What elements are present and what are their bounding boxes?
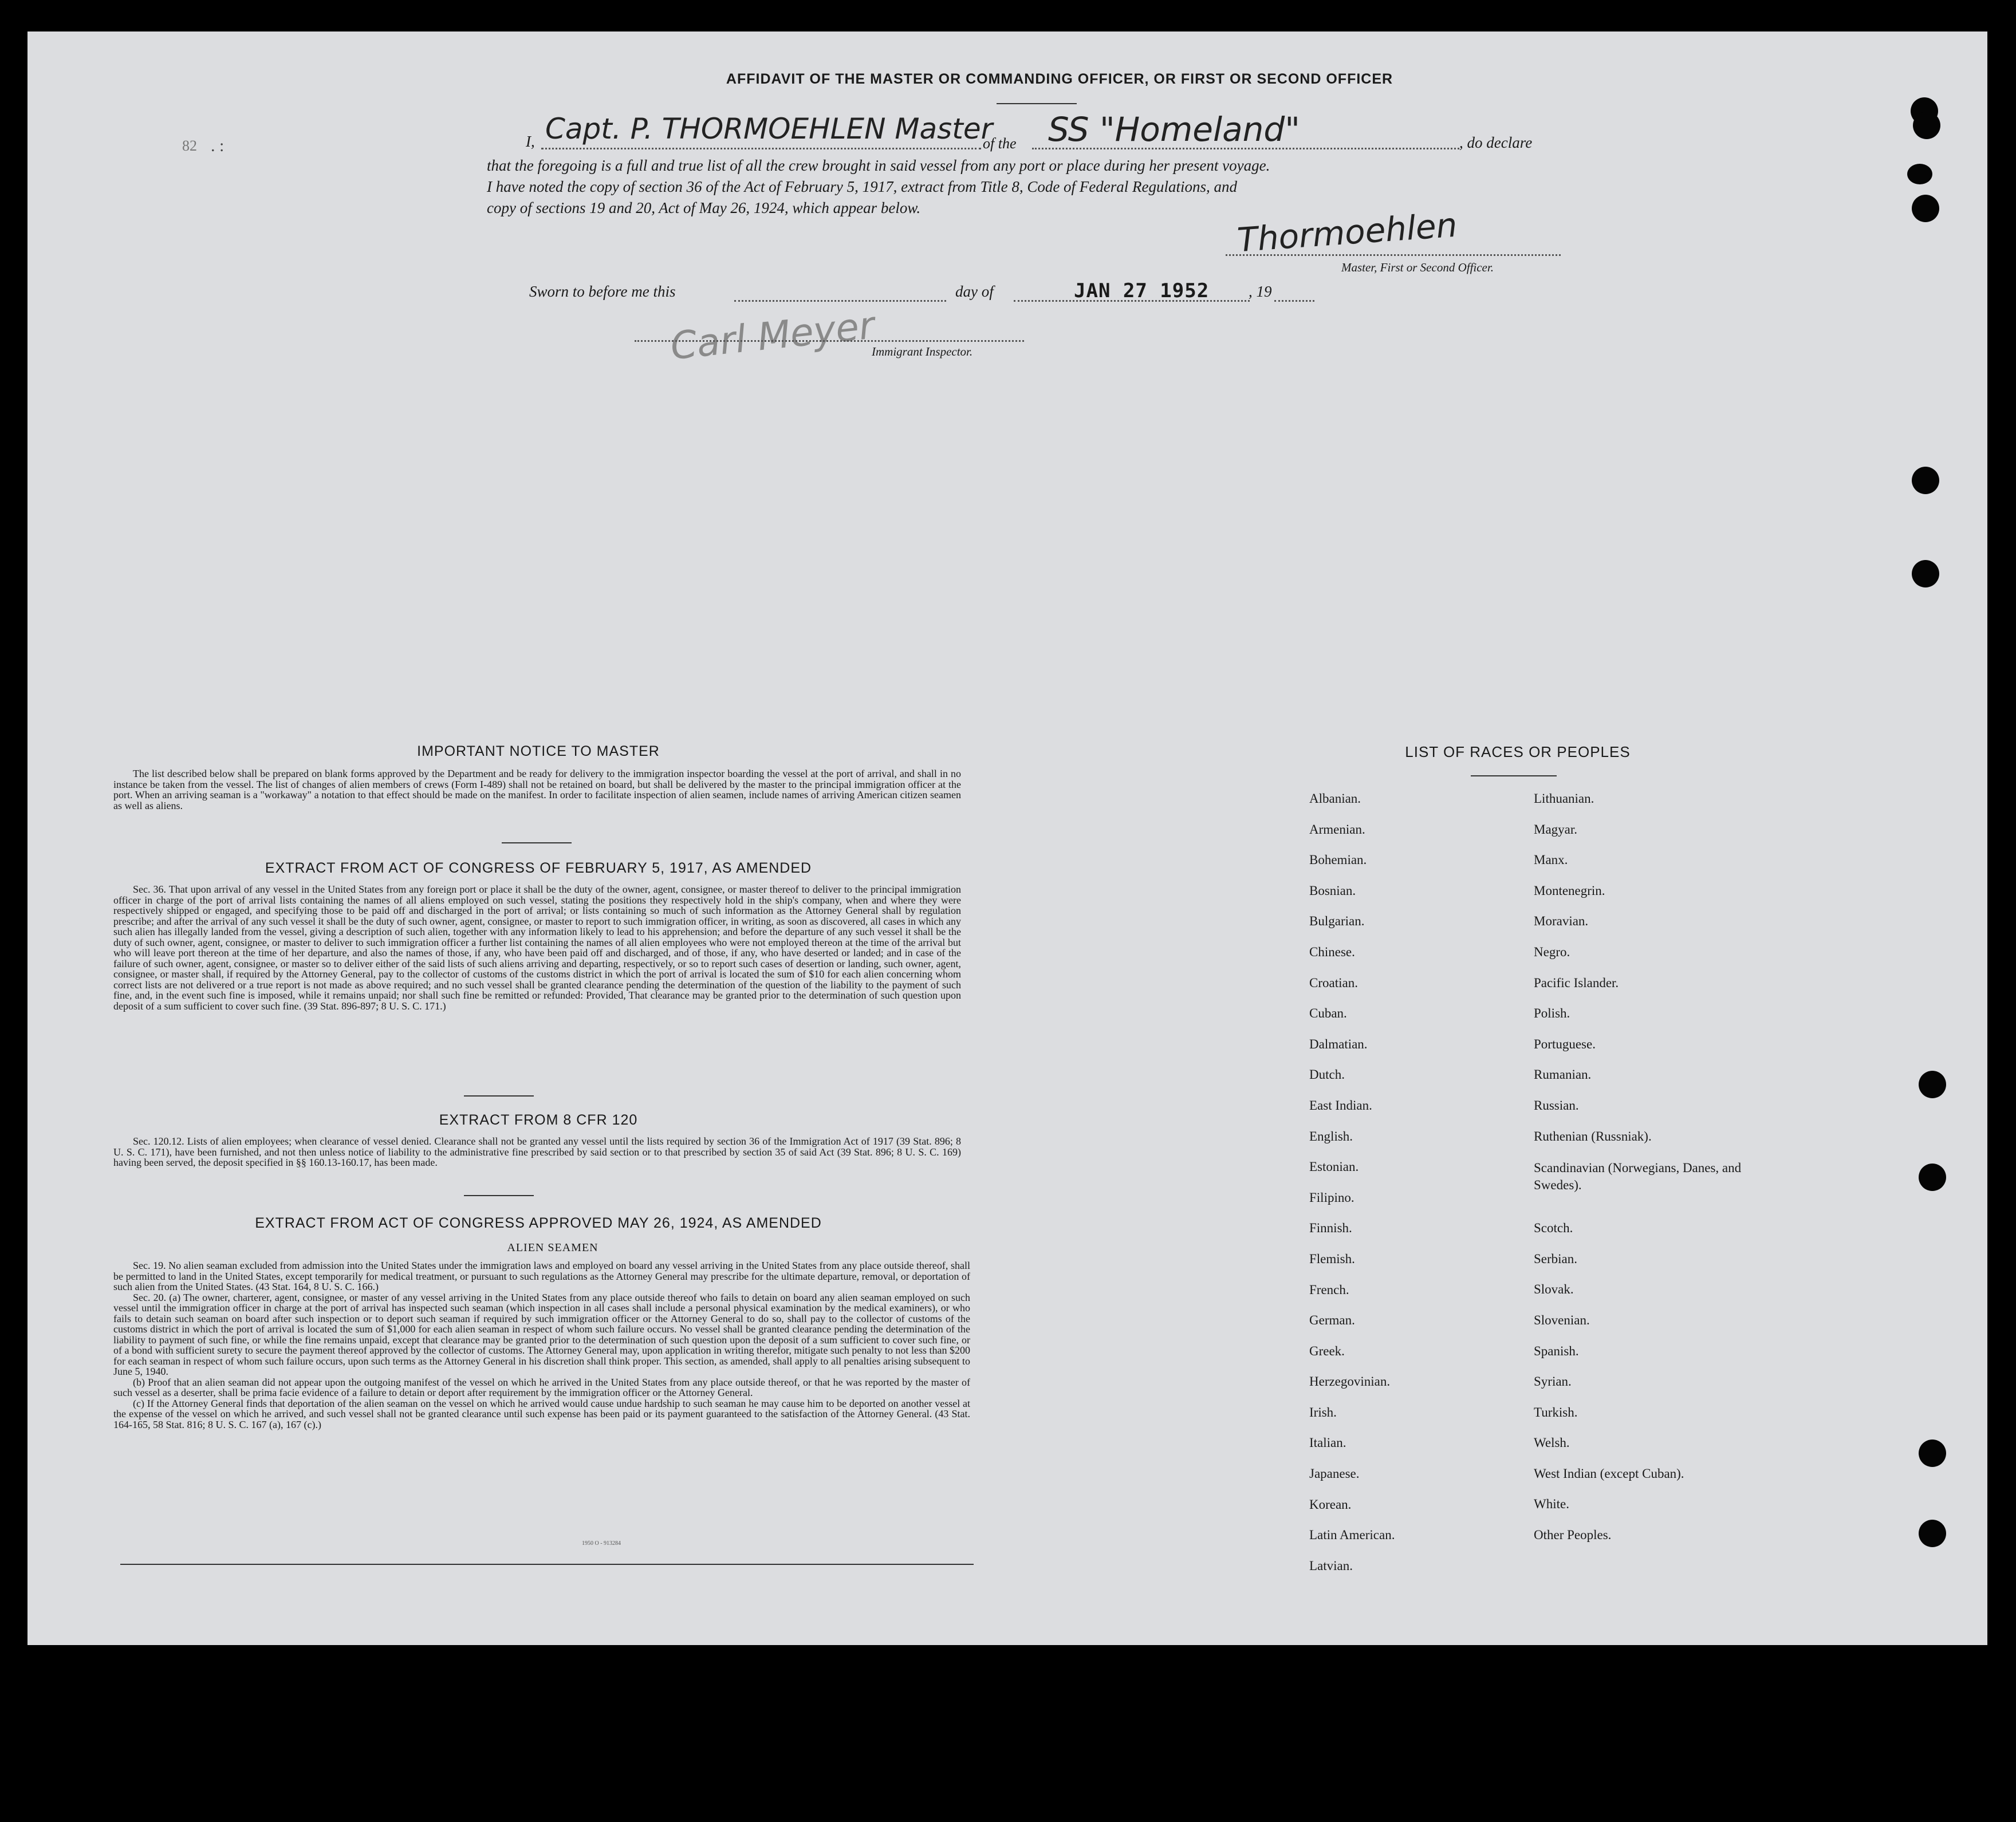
- i-prefix: I,: [526, 133, 535, 150]
- race-item: Scotch.: [1534, 1221, 1573, 1236]
- section-36-paragraph: Sec. 36. That upon arrival of any vessel in the United States from any foreign port or place it shall be the duty of the owner, agent, consignee, or master thereof to deliver to the principal immigration officer in charge of the port of arrival lists containing the names of all aliens employed on such vessel, stating the positions they respectively hold in the ship's company, when and where they were respectively shipped or engaged, and specifying those to be paid off and discharged in the port of arrival; or lists containing so much of such information as the Attorney General shall by regulation prescribe; and after the arrival of any such vessel it shall be the duty of such owner, agent, consignee, or master to report to such immigration officer, in writing, as soon as discovered, all cases in which any such alien has illegally landed from the vessel, giving a description of such alien, together with any information likely to lead to his apprehension; and before the departure of any such vessel it shall be the duty of such owner, agent, consignee, or master to deliver to such immigration officer a further list containing the names of all alien employees who were not employed thereon at the time of the arrival but who will leave port thereon at the time of her departure, and also the names of those, if any, who have been paid off and discharged, and of those, if any, who have deserted or landed; and in case of the failure of such owner, agent, consignee, or master so to deliver either of the said lists of such aliens arriving and departing, respectively, or so to report such cases of desertion or landing, such owner, agent, consignee, or master shall, if required by the Attorney General, pay to the collector of customs of the customs district in which the port of arrival is located the sum of $10 for each alien concerning whom correct lists are not delivered or a true report is not made as above required; and no such vessel shall be granted clearance pending the determination of the question of the liability to the payment of such fine, and, in the event such fine is imposed, while it remains unpaid; nor shall such fine be remitted or refunded: Provided, That clearance may be granted prior to the determination of such question upon deposit of a sum sufficient to cover such fine. (39 Stat. 896-897; 8 U. S. C. 171.): [113, 884, 961, 1012]
- race-item: Filipino.: [1309, 1190, 1354, 1205]
- print-code: 1950 O - 913284: [581, 1540, 621, 1547]
- race-item: Greek.: [1309, 1343, 1345, 1358]
- races-title: LIST OF RACES OR PEOPLES: [1405, 743, 1631, 760]
- affidavit-body-line-3: copy of sections 19 and 20, Act of May 26, 1924, which appear below.: [487, 199, 921, 216]
- race-item: Korean.: [1309, 1497, 1352, 1512]
- race-item: Moravian.: [1534, 914, 1589, 929]
- race-item: Japanese.: [1309, 1466, 1360, 1481]
- sworn-day-line: [734, 281, 946, 302]
- extract-1917-text: [113, 884, 961, 1011]
- affidavit-body-line-2: I have noted the copy of section 36 of the Act of February 5, 1917, extract from Title 8, Code of Federal Regulations, and: [487, 178, 1238, 195]
- corner-dots: . :: [211, 136, 225, 155]
- notice-paragraph: The list described below shall be prepared on blank forms approved by the Department and be ready for delivery to the immigration inspector boarding the vessel at the port of arrival, and shall in no instance be taken from the vessel. The list of changes of alien members of crews (Form I-489) shall not be retained on board, but shall be delivered by the master to the principal immigration officer at the port. When an arriving seaman is a "workaway" a notation to that effect should be made on the manifest. In order to facilitate inspection of alien seamen, include names of arriving American citizen seamen as well as aliens.: [113, 768, 961, 811]
- race-item: Italian.: [1309, 1435, 1346, 1450]
- extract-1917-title: EXTRACT FROM ACT OF CONGRESS OF FEBRUARY 5, 1917, AS AMENDED: [265, 860, 812, 876]
- race-item: Latin American.: [1309, 1528, 1395, 1543]
- race-item: Lithuanian.: [1534, 791, 1594, 806]
- corner-mark: 82: [182, 137, 197, 154]
- race-item: Estonian.: [1309, 1160, 1359, 1174]
- inspector-signature: Carl Meyer: [668, 303, 877, 369]
- race-item: Spanish.: [1534, 1343, 1579, 1358]
- sworn-label: Sworn to before me this: [529, 283, 676, 300]
- extract-1924-subtitle: ALIEN SEAMEN: [507, 1241, 598, 1254]
- master-signature: Thormoehlen: [1236, 205, 1459, 260]
- race-item: Manx.: [1534, 853, 1568, 867]
- race-item: Chinese.: [1309, 944, 1355, 959]
- race-item: Flemish.: [1309, 1251, 1355, 1266]
- notice-text: [113, 768, 961, 811]
- master-caption: Master, First or Second Officer.: [1341, 261, 1494, 274]
- punch-hole: [1912, 560, 1939, 587]
- race-item: Scandinavian (Norwegians, Danes, and Swedes).: [1534, 1161, 1742, 1193]
- punch-hole: [1919, 1164, 1946, 1191]
- race-item: Croatian.: [1309, 975, 1358, 990]
- race-item: Montenegrin.: [1534, 883, 1605, 898]
- punch-hole: [1912, 467, 1939, 494]
- race-item: Serbian.: [1534, 1251, 1578, 1266]
- do-declare: , do declare: [1459, 134, 1533, 151]
- race-item: White.: [1534, 1497, 1569, 1512]
- race-item: Pacific Islander.: [1534, 975, 1619, 990]
- race-item: Cuban.: [1309, 1006, 1347, 1021]
- race-item: Other Peoples.: [1534, 1528, 1612, 1543]
- race-item: Syrian.: [1534, 1374, 1572, 1389]
- affidavit-title: AFFIDAVIT OF THE MASTER OR COMMANDING OFFICER, OR FIRST OR SECOND OFFICER: [726, 71, 1393, 87]
- title-rule: [997, 103, 1077, 104]
- punch-hole: [1913, 112, 1940, 139]
- race-item: Welsh.: [1534, 1435, 1570, 1450]
- race-item: Slovenian.: [1534, 1312, 1590, 1327]
- race-item: West Indian (except Cuban).: [1534, 1466, 1684, 1481]
- race-item: Finnish.: [1309, 1221, 1352, 1236]
- race-item: Irish.: [1309, 1405, 1337, 1419]
- race-item: Portuguese.: [1534, 1036, 1596, 1051]
- race-item: Latvian.: [1309, 1558, 1353, 1573]
- races-right-column: [1534, 791, 1774, 1559]
- section-19-paragraph: Sec. 19. No alien seaman excluded from admission into the United States under the immigration laws and employed on board any vessel arriving in the United States from any place outside thereof, shall be permitted to land in the United States, except temporarily for medical treatment, or pursuant to such regulations as the Attorney General may prescribe for the ultimate departure, removal, or deportation of such alien from the United States. (43 Stat. 164, 8 U. S. C. 166.): [113, 1260, 970, 1292]
- punch-hole: [1919, 1440, 1946, 1467]
- race-item: Armenian.: [1309, 822, 1365, 837]
- stamped-date: JAN 27 1952: [1074, 279, 1210, 302]
- extract-cfr-text: [113, 1136, 961, 1168]
- extract-1924-title: EXTRACT FROM ACT OF CONGRESS APPROVED MAY 26, 1924, AS AMENDED: [255, 1215, 822, 1231]
- extract-cfr-title: EXTRACT FROM 8 CFR 120: [439, 1112, 638, 1128]
- day-of-label: day of: [955, 283, 994, 300]
- race-item: Russian.: [1534, 1098, 1579, 1113]
- section-rule: [464, 1095, 534, 1097]
- race-item: Dalmatian.: [1309, 1036, 1368, 1051]
- section-120-paragraph: Sec. 120.12. Lists of alien employees; when clearance of vessel denied. Clearance shall not be granted any vessel until the lists required by section 36 of the Immigration Act of 1917 (39 Stat. 896; 8 U. S. C. 171), have been furnished, and not then unless notice of liability to the administrative fine prescribed by said section or to that prescribed by section 35 of said Act (39 Stat. 896; 8 U. S. C. 169) having been served, the deposit specified in §§ 160.13-160.17, has been made.: [113, 1135, 961, 1168]
- race-item: Turkish.: [1534, 1405, 1578, 1419]
- race-item: Ruthenian (Russniak).: [1534, 1129, 1652, 1143]
- races-title-rule: [1471, 775, 1557, 776]
- race-item: Slovak.: [1534, 1282, 1574, 1297]
- race-item: Rumanian.: [1534, 1067, 1592, 1082]
- race-item: French.: [1309, 1282, 1349, 1297]
- vessel-name-handwritten: SS "Homeland": [1048, 110, 1300, 149]
- inspector-caption: Immigrant Inspector.: [872, 345, 973, 358]
- race-item: Magyar.: [1534, 822, 1578, 837]
- year-line: [1274, 281, 1314, 302]
- affidavit-body-line-1: that the foregoing is a full and true list of all the crew brought in said vessel from any port or place during her present voyage.: [487, 157, 1270, 174]
- section-rule: [464, 1195, 534, 1196]
- section-20c-paragraph: (c) If the Attorney General finds that deportation of the alien seaman on the vessel on which he arrived would cause undue hardship to such seaman he may cause him to be deported on another vessel at the expense of the vessel on which he arrived, and such vessel shall not be granted clearance until such expense has been paid or its payment guaranteed to the satisfaction of the Attorney General. (43 Stat. 164-165, 58 Stat. 816; 8 U. S. C. 167 (a), 167 (c).): [113, 1397, 970, 1430]
- race-item: Polish.: [1534, 1006, 1570, 1021]
- officer-name-handwritten: Capt. P. THORMOEHLEN Master: [545, 112, 993, 145]
- race-item: Bosnian.: [1309, 883, 1356, 898]
- punch-hole: [1907, 164, 1932, 184]
- race-item: Herzegovinian.: [1309, 1374, 1391, 1389]
- punch-hole: [1919, 1520, 1946, 1547]
- race-item: English.: [1309, 1129, 1353, 1143]
- section-20a-paragraph: Sec. 20. (a) The owner, charterer, agent, consignee, or master of any vessel arriving in the United States from any place outside thereof who fails to detain on board any alien seaman employed on such vessel until the immigration officer in charge at the port of arrival has inspected such seaman (which inspection in all cases shall include a personal physical examination by the medical examiners), or who fails to detain such seaman on board after such inspection or to deport such seaman if required by such immigration officer or the Attorney General to do so, shall pay to the collector of customs of the customs district in which the port of arrival is located the sum of $1,000 for each alien seaman in respect of whom such failure occurs. No vessel shall be granted clearance pending the determination of the liability to payment of such fine, or while the fine remains unpaid, except that clearance may be granted prior to the determination of such question upon the deposit of a sum sufficient to cover such fine, or of a bond with sufficient surety to secure the payment thereof approved by the collector of customs. The Attorney General may, upon application in writing therefor, mitigate such penalty to not less than $200 for each seaman in respect of whom such failure occurs, upon such terms as the Attorney General in his discretion shall think proper. This section, as amended, shall apply to all penalties arising subsequent to June 5, 1940.: [113, 1291, 970, 1377]
- footer-rule: [120, 1564, 974, 1565]
- race-item: East Indian.: [1309, 1098, 1372, 1113]
- section-20b-paragraph: (b) Proof that an alien seaman did not appear upon the outgoing manifest of the vessel on which he arrived in the United States from any place outside thereof, or that he was reported by the master of such vessel as a deserter, shall be prima facie evidence of a failure to detain or deport after requirement by the immigration officer or the Attorney General.: [113, 1376, 970, 1398]
- race-item: German.: [1309, 1313, 1355, 1328]
- race-item: Dutch.: [1309, 1067, 1345, 1082]
- race-item: Bulgarian.: [1309, 914, 1365, 929]
- section-rule: [502, 842, 572, 843]
- inspector-signature-line: [635, 326, 1024, 342]
- race-item: Albanian.: [1309, 791, 1361, 806]
- year-suffix: , 19: [1249, 283, 1272, 300]
- race-item: Bohemian.: [1309, 853, 1367, 867]
- punch-hole: [1912, 195, 1939, 222]
- master-signature-line: [1226, 240, 1561, 256]
- race-item: Negro.: [1534, 944, 1570, 959]
- notice-title: IMPORTANT NOTICE TO MASTER: [417, 743, 660, 759]
- of-the-label: of the: [983, 135, 1017, 152]
- extract-1924-text: [113, 1260, 970, 1430]
- punch-hole: [1919, 1071, 1946, 1098]
- races-left-column: [1309, 791, 1527, 1589]
